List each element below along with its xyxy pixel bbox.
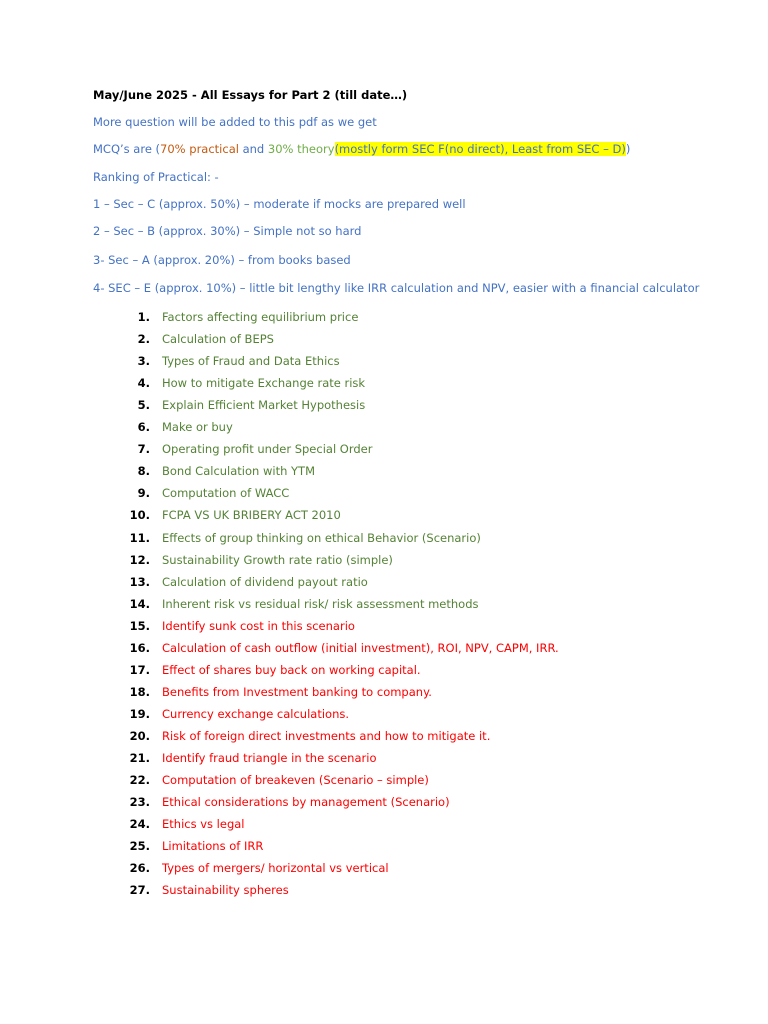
list-item-number: 16. bbox=[129, 640, 150, 655]
list-item-text: Operating profit under Special Order bbox=[162, 442, 373, 457]
list-item-number: 27. bbox=[129, 883, 150, 898]
list-item bbox=[0, 837, 768, 855]
mcq-and: and bbox=[238, 142, 268, 156]
mcq-prefix: MCQ’s are ( bbox=[93, 142, 161, 156]
list-item-number: 13. bbox=[129, 574, 150, 589]
list-item-number: 25. bbox=[129, 839, 150, 854]
list-item-number: 14. bbox=[129, 596, 150, 611]
list-item-text: Currency exchange calculations. bbox=[162, 706, 350, 721]
list-item-number: 11. bbox=[129, 530, 150, 545]
list-item-text: How to mitigate Exchange rate risk bbox=[162, 376, 366, 391]
ranking-item: 1 – Sec – C (approx. 50%) – moderate if mocks are prepared well bbox=[93, 197, 466, 211]
list-item bbox=[0, 727, 768, 745]
list-item-number: 12. bbox=[129, 552, 150, 567]
list-item-number: 21. bbox=[129, 751, 150, 765]
ranking-item: 2 – Sec – B (approx. 30%) – Simple not so hard bbox=[93, 224, 362, 238]
ranking-item: 3- Sec – A (approx. 20%) – from books based bbox=[93, 253, 351, 267]
list-item-number: 10. bbox=[129, 508, 150, 523]
list-item bbox=[0, 330, 768, 348]
list-item-number: 17. bbox=[129, 662, 150, 677]
list-item-text: Identify sunk cost in this scenario bbox=[162, 618, 355, 633]
document-title: May/June 2025 - All Essays for Part 2 (till date…) bbox=[93, 88, 408, 102]
intro-note: More question will be added to this pdf as we get bbox=[93, 115, 377, 129]
list-item bbox=[0, 529, 768, 547]
list-item bbox=[0, 661, 768, 679]
list-item-text: Sustainability spheres bbox=[162, 883, 289, 898]
list-item-number: 9. bbox=[137, 486, 150, 501]
list-item bbox=[0, 771, 768, 789]
mcq-theory: 30% theory bbox=[267, 142, 335, 156]
list-item-text: Ethics vs legal bbox=[162, 817, 245, 832]
list-item-number: 22. bbox=[129, 773, 150, 788]
list-item-number: 19. bbox=[129, 706, 150, 721]
ranking-item: 4- SEC – E (approx. 10%) – little bit lengthy like IRR calculation and NPV, easier with a financial calculator bbox=[93, 281, 700, 295]
list-item-text: Identify fraud triangle in the scenario bbox=[162, 751, 377, 765]
list-item-text: Inherent risk vs residual risk/ risk assessment methods bbox=[162, 596, 479, 611]
list-item-text: Bond Calculation with YTM bbox=[162, 464, 316, 479]
list-item bbox=[0, 396, 768, 414]
list-item-text: Explain Efficient Market Hypothesis bbox=[162, 398, 366, 413]
list-item-number: 1. bbox=[137, 310, 150, 324]
list-item-text: Ethical considerations by management (Scenario) bbox=[162, 795, 450, 810]
list-item bbox=[0, 374, 768, 392]
list-item bbox=[0, 418, 768, 436]
list-item-number: 3. bbox=[137, 354, 150, 369]
list-item bbox=[0, 440, 768, 458]
list-item bbox=[0, 484, 768, 502]
list-item-number: 5. bbox=[137, 398, 150, 413]
list-item-text: Risk of foreign direct investments and how to mitigate it. bbox=[162, 728, 491, 743]
list-item bbox=[0, 573, 768, 591]
list-item bbox=[0, 859, 768, 877]
list-item-text: Make or buy bbox=[162, 420, 233, 435]
ranking-title: Ranking of Practical: - bbox=[93, 170, 219, 184]
list-item-number: 4. bbox=[137, 376, 150, 391]
list-item bbox=[0, 705, 768, 723]
list-item-number: 8. bbox=[137, 464, 150, 479]
mcq-highlight: (mostly form SEC F(no direct), Least from SEC – D) bbox=[334, 142, 626, 156]
list-item-number: 26. bbox=[129, 861, 150, 876]
list-item-text: Benefits from Investment banking to company. bbox=[162, 684, 432, 699]
list-item bbox=[0, 815, 768, 833]
list-item-text: FCPA VS UK BRIBERY ACT 2010 bbox=[162, 508, 341, 523]
list-item bbox=[0, 506, 768, 524]
list-item-number: 15. bbox=[129, 618, 150, 633]
list-item bbox=[0, 793, 768, 811]
mcq-distribution bbox=[93, 141, 630, 157]
list-item bbox=[0, 352, 768, 370]
list-item bbox=[0, 639, 768, 657]
list-item-text: Computation of breakeven (Scenario – simple) bbox=[162, 773, 429, 788]
list-item-number: 2. bbox=[137, 332, 150, 347]
list-item-number: 18. bbox=[129, 684, 150, 699]
list-item-text: Calculation of dividend payout ratio bbox=[162, 574, 368, 589]
list-item-text: Types of Fraud and Data Ethics bbox=[162, 354, 340, 369]
list-item-text: Types of mergers/ horizontal vs vertical bbox=[162, 861, 389, 876]
list-item-text: Calculation of cash outflow (initial investment), ROI, NPV, CAPM, IRR. bbox=[162, 640, 559, 655]
mcq-practical: 70% practical bbox=[160, 142, 239, 156]
list-item-number: 23. bbox=[129, 795, 150, 810]
mcq-suffix: ) bbox=[625, 142, 631, 156]
list-item-text: Sustainability Growth rate ratio (simple) bbox=[162, 552, 393, 567]
list-item bbox=[0, 595, 768, 613]
list-item-text: Effects of group thinking on ethical Behavior (Scenario) bbox=[162, 530, 481, 545]
list-item-number: 7. bbox=[137, 442, 150, 457]
list-item-text: Computation of WACC bbox=[162, 486, 290, 501]
list-item bbox=[0, 551, 768, 569]
list-item bbox=[0, 881, 768, 899]
list-item bbox=[0, 462, 768, 480]
list-item bbox=[0, 308, 768, 326]
list-item-number: 6. bbox=[137, 420, 150, 435]
list-item-text: Limitations of IRR bbox=[162, 839, 264, 854]
list-item bbox=[0, 749, 768, 767]
list-item-text: Effect of shares buy back on working capital. bbox=[162, 662, 421, 677]
list-item-number: 24. bbox=[129, 817, 150, 832]
list-item bbox=[0, 617, 768, 635]
list-item-text: Calculation of BEPS bbox=[162, 332, 274, 347]
list-item-text: Factors affecting equilibrium price bbox=[162, 310, 359, 324]
list-item-number: 20. bbox=[129, 728, 150, 743]
list-item bbox=[0, 683, 768, 701]
